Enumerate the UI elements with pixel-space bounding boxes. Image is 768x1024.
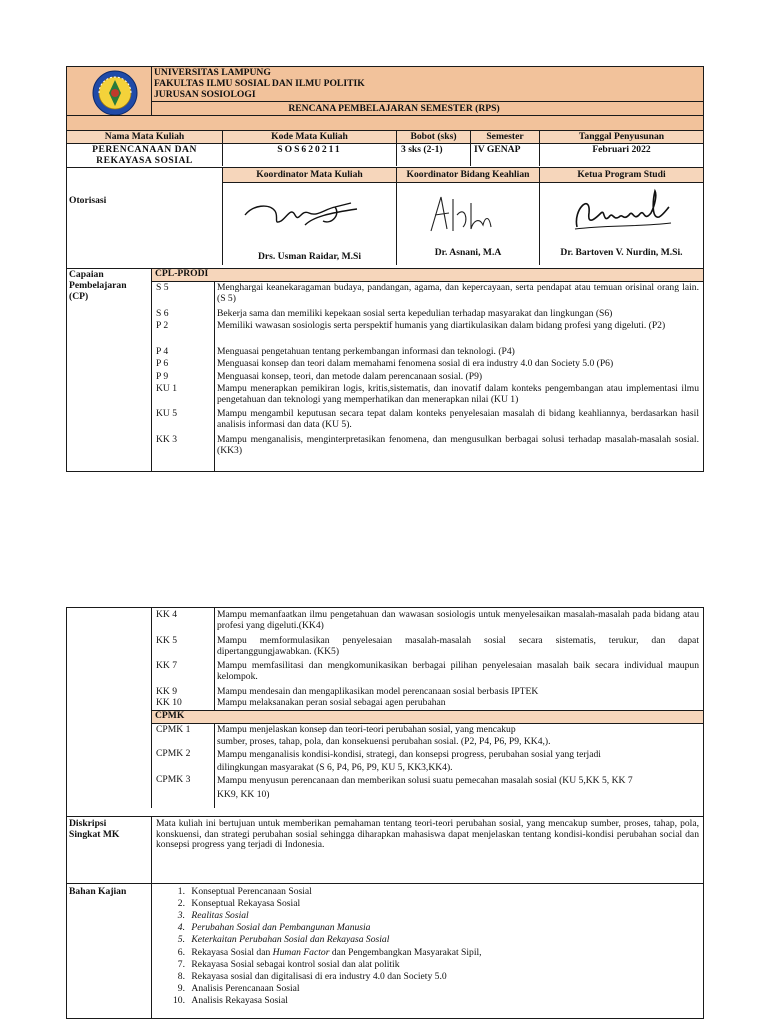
course-date: Februari 2022 [592, 144, 651, 155]
course-name-line1: PERENCANAAN DAN [92, 144, 197, 155]
semester-header: Semester [486, 131, 524, 142]
cpl-text: Menghargai keanekaragaman budaya, pandangan, agama, dan kepercayaan, serta pendapat atau temuan orisinal orang lain. (S 5) [217, 282, 699, 304]
university-name: UNIVERSITAS LAMPUNG [154, 67, 271, 78]
cpl-code: P 2 [156, 320, 169, 331]
department-name: JURUSAN SOSIOLOGI [154, 89, 256, 100]
materials-item-num: 9. [177, 983, 185, 994]
cpl-code: KK 9 [156, 686, 178, 697]
course-name-line2: REKAYASA SOSIAL [96, 155, 193, 166]
course-semester: IV GENAP [474, 144, 521, 155]
cpl-code: S 6 [156, 308, 169, 319]
materials-item [167, 948, 687, 959]
materials-item-text: Keterkaitan Perubahan Sosial dan Rekayasa Sosial [191, 934, 390, 945]
cpl-code: KK 5 [156, 635, 178, 646]
description-label-line1: Diskripsi [69, 818, 107, 829]
cpl-text: Mampu memformulasikan penyelesaian masalah-masalah sosial secara sistematis, terukur, dan dapat dipertanggungjawabkan. (KK5) [217, 635, 699, 657]
materials-item-num: 10. [173, 995, 185, 1006]
cp-label-line3: (CP) [69, 291, 89, 302]
materials-item-text: Realitas Sosial [191, 910, 249, 921]
materials-item [167, 972, 687, 983]
cpl-text: Menguasai pengetahuan tentang perkembangan informasi dan teknologi. (P4) [217, 346, 515, 357]
cpl-text: Menguasai konsep dan teori dalam memahami fenomena sosial di era industry 4.0 dan Society 5.0 (P6) [217, 358, 614, 369]
materials-item-num: 3. [177, 910, 185, 921]
cpmk-header: CPMK [152, 711, 703, 723]
cpl-code: KK 10 [156, 697, 182, 708]
cpmk-code: CPMK 2 [156, 748, 191, 759]
cpl-code: S 5 [156, 282, 169, 293]
expert-name: Dr. Asnani, M.A [434, 247, 502, 258]
cpl-text: Memiliki wawasan sosiologis serta perspektif humanis yang diartikulasikan dalam bidang profesi yang digeluti. (P2) [217, 320, 666, 331]
cpmk-text-line1: Mampu menjelaskan konsep dan teori-teori perubahan sosial, yang mencakup [217, 724, 516, 735]
materials-item-num: 6. [177, 947, 185, 958]
cpl-text: Mampu menganalisis, menginterpretasikan fenomena, dan mengusulkan berbagai solusi terhadap masalah-masalah sosial. (KK3) [217, 434, 699, 456]
materials-item-text: Konseptual Perencanaan Sosial [191, 886, 312, 897]
head-title: Ketua Program Studi [577, 169, 666, 180]
document-title: RENCANA PEMBELAJARAN SEMESTER (RPS) [288, 103, 500, 114]
description-text: Mata kuliah ini bertujuan untuk memberikan pemahaman tentang teori-teori perubahan sosial, yang mencakup sumber, proses, tahap, pola, konskuensi, dan strategi perubahan sosial sehingga diharapkan mahasiswa dapat menjelaskan tentang kondisi-kondisi perubahan social dan konsepsi progress yang terjadi di Indonesia. [156, 818, 699, 850]
expert-signature [419, 191, 509, 237]
course-credits: 3 sks (2-1) [401, 144, 443, 155]
materials-item [167, 960, 687, 971]
materials-item-num: 7. [177, 959, 185, 970]
cpl-text: Mampu memanfaatkan ilmu pengetahuan dan wawasan sosiologis untuk menyelesaikan masalah-masalah pada bidang atau profesi yang digeluti.(KK4) [217, 609, 699, 631]
cpmk-text-line2: dilingkungan masyarakat (S 6, P4, P6, P9, KU 5, KK3,KK4). [217, 762, 453, 773]
cpl-text: Mampu menerapkan pemikiran logis, kritis,sistematis, dan inovatif dalam konteks pengembangan atau implementasi ilmu pengetahuan dan teknologi yang memperhatikan dan menerapkan nilai (KU 1) [217, 383, 699, 405]
materials-label: Bahan Kajian [69, 886, 127, 897]
coordinator-title: Koordinator Mata Kuliah [256, 169, 363, 180]
cp-label-line2: Pembelajaran [69, 280, 127, 291]
materials-item [167, 984, 687, 995]
cpmk-text-line2: KK9, KK 10) [217, 789, 270, 800]
cpl-code: P 6 [156, 358, 169, 369]
cp-label-line1: Capaian [69, 269, 104, 280]
coordinator-signature [239, 195, 369, 235]
cpl-prodi-header: CPL-PRODI [152, 269, 703, 281]
materials-item-text: Analisis Perencanaan Sosial [191, 983, 300, 994]
cpl-code: P 4 [156, 346, 169, 357]
cpmk-text-line1: Mampu menganalisis kondisi-kondisi, strategi, dan konsepsi progress, perubahan sosial yang terjadi [217, 749, 601, 760]
rps-table-page1 [66, 66, 704, 472]
cpl-code: KK 3 [156, 434, 178, 445]
materials-item [167, 887, 687, 898]
cpmk-text-line1: Mampu menyusun perencanaan dan memberikan solusi suatu pemecahan masalah sosial (KU 5,KK 5, KK 7 [217, 775, 633, 786]
coordinator-name: Drs. Usman Raidar, M.Si [257, 251, 362, 262]
materials-item-text: Analisis Rekayasa Sosial [191, 995, 288, 1006]
course-name-header: Nama Mata Kuliah [104, 131, 185, 142]
materials-item-num: 5. [177, 934, 185, 945]
faculty-name: FAKULTAS ILMU SOSIAL DAN ILMU POLITIK [154, 78, 365, 89]
cpl-text: Mampu memfasilitasi dan mengkomunikasikan berbagai pilihan penyelesaian masalah baik secara individual maupun kelompok. [217, 660, 699, 682]
materials-item-num: 8. [177, 971, 185, 982]
cpl-text: Mampu mendesain dan mengaplikasikan model perencanaan sosial berbasis IPTEK [217, 686, 539, 697]
materials-item [167, 899, 687, 910]
course-code-header: Kode Mata Kuliah [271, 131, 348, 142]
university-logo [91, 69, 139, 117]
materials-item-text: Rekayasa sosial dan digitalisasi di era industry 4.0 dan Society 5.0 [191, 971, 447, 982]
cpl-text: Mampu melaksanakan peran sosial sebagai agen perubahan [217, 697, 446, 708]
cpmk-code: CPMK 3 [156, 774, 191, 785]
date-header: Tanggal Penyusunan [578, 131, 665, 142]
head-name: Dr. Bartoven V. Nurdin, M.Si. [560, 247, 683, 258]
rps-table-page2 [66, 607, 704, 1019]
head-signature [567, 187, 677, 237]
cpl-code: KU 5 [156, 408, 178, 419]
cpmk-text-line2: sumber, proses, tahap, pola, dan konsekuensi perubahan sosial. (P2, P4, P6, P9, KK4,). [217, 736, 551, 747]
materials-item-num: 4. [177, 922, 185, 933]
spacer-band [67, 116, 703, 130]
materials-item-num: 1. [177, 886, 185, 897]
description-label-line2: Singkat MK [69, 829, 120, 840]
cpl-text: Mampu mengambil keputusan secara tepat dalam konteks penyelesaian masalah di bidang keahliannya, berdasarkan hasil analisis informasi dan data (KU 5). [217, 408, 699, 430]
materials-item [167, 911, 687, 922]
materials-item-text: Perubahan Sosial dan Pembangunan Manusia [191, 922, 371, 933]
expert-title: Koordinator Bidang Keahlian [406, 169, 530, 180]
materials-item-text: Rekayasa Sosial dan Human Factor dan Pengembangkan Masyarakat Sipil, [191, 947, 482, 958]
cpmk-code: CPMK 1 [156, 724, 191, 735]
materials-item-text: Rekayasa Sosial sebagai kontrol sosial dan alat politik [191, 959, 400, 970]
materials-item-num: 2. [177, 898, 185, 909]
materials-item [167, 996, 687, 1007]
materials-item-text: Konseptual Rekayasa Sosial [191, 898, 301, 909]
cpl-code: KK 4 [156, 609, 178, 620]
cpl-code: KK 7 [156, 660, 178, 671]
cpl-text: Menguasai konsep, teori, dan metode dalam perencanaan sosial. (P9) [217, 371, 483, 382]
cpl-text: Bekerja sama dan memiliki kepekaan sosial serta kepedulian terhadap masyarakat dan lingkungan (S6) [217, 308, 613, 319]
credits-header: Bobot (sks) [410, 131, 457, 142]
cpl-code: KU 1 [156, 383, 178, 394]
materials-item [167, 935, 687, 946]
materials-item [167, 923, 687, 934]
course-code: SOS620211 [277, 144, 342, 155]
authorization-label: Otorisasi [69, 195, 107, 206]
cpl-code: P 9 [156, 371, 169, 382]
